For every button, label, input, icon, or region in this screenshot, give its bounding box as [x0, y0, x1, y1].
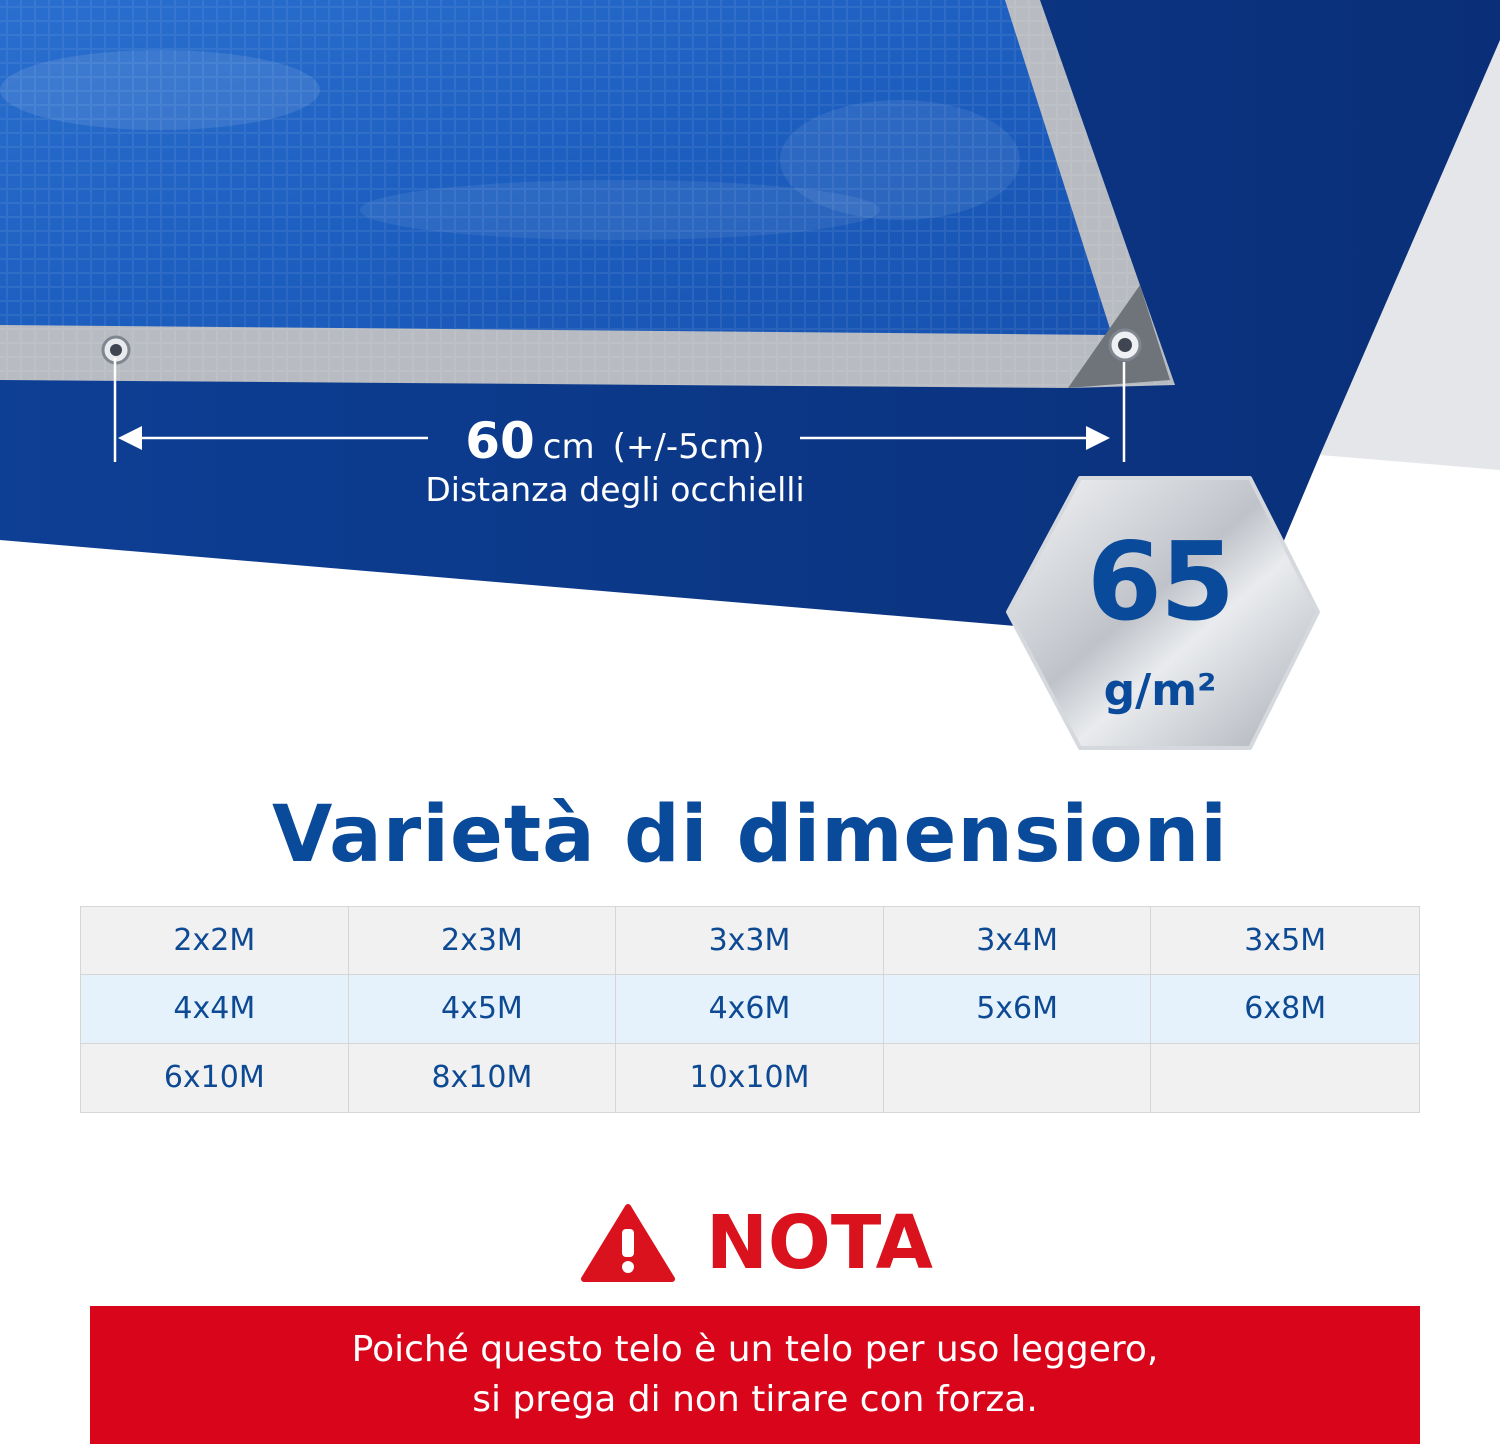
note-heading [580, 1198, 933, 1288]
size-cell: 8x10M [349, 1044, 617, 1112]
eyelet-spacing-measure [400, 412, 830, 470]
size-cell: 4x4M [81, 975, 349, 1043]
size-cell: 2x3M [349, 907, 617, 975]
weight-unit: g/m² [1103, 665, 1217, 716]
size-table [80, 906, 1420, 1113]
size-cell: 5x6M [884, 975, 1152, 1043]
weight-value: 65 [1086, 520, 1234, 645]
note-message-box [90, 1306, 1420, 1444]
size-cell: 10x10M [616, 1044, 884, 1112]
eyelet-icon [1110, 330, 1140, 360]
warning-icon [580, 1203, 676, 1283]
size-cell: 6x8M [1151, 975, 1419, 1043]
eyelet-caption: Distanza degli occhielli [425, 470, 805, 509]
size-cell: 3x3M [616, 907, 884, 975]
size-cell-empty [884, 1044, 1152, 1112]
spacing-tolerance: (+/-5cm) [612, 427, 765, 467]
spacing-value: 60 [465, 412, 535, 470]
size-cell-empty [1151, 1044, 1419, 1112]
size-cell: 2x2M [81, 907, 349, 975]
size-cell: 3x5M [1151, 907, 1419, 975]
size-cell: 3x4M [884, 907, 1152, 975]
size-cell: 6x10M [81, 1044, 349, 1112]
note-label: NOTA [706, 1200, 933, 1286]
sizes-title: Varietà di dimensioni [272, 790, 1228, 880]
note-line-1: Poiché questo telo è un telo per uso leggero, [351, 1329, 1159, 1370]
spacing-unit: cm [542, 427, 595, 467]
size-cell: 4x5M [349, 975, 617, 1043]
size-cell: 4x6M [616, 975, 884, 1043]
note-line-2: si prega di non tirare con forza. [472, 1379, 1038, 1420]
